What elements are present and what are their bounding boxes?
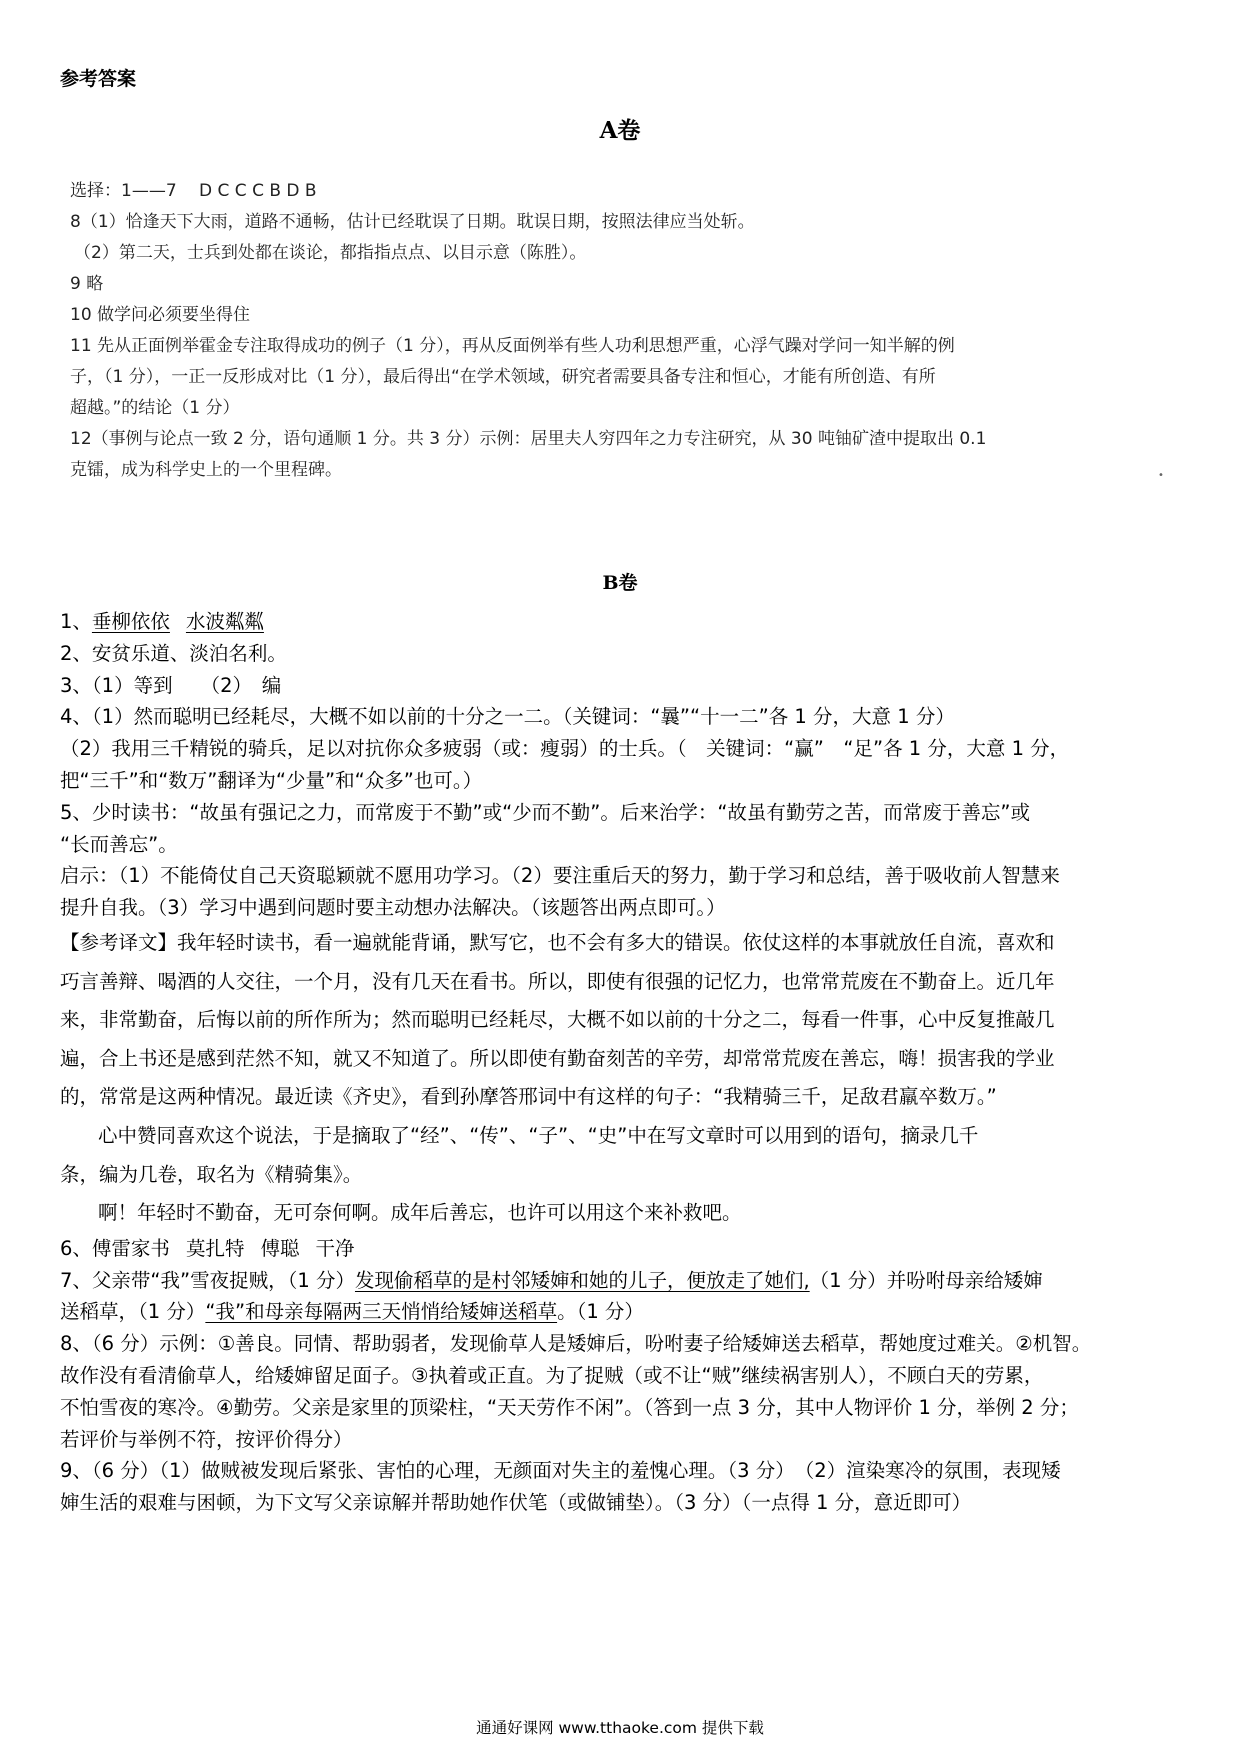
section-a-title: A卷 (599, 117, 641, 144)
section-a-line: 11 先从正面例举霍金专注取得成功的例子（1 分），再从反面例举有些人功利思想严重，心浮气躁对学问一知半解的例 (70, 336, 955, 356)
answer-5-insight-cont: 提升自我。（3）学习中遇到问题时要主动想办法解决。（该题答出两点即可。） (60, 896, 726, 920)
reference-translation (60, 924, 1185, 1233)
scan-mark: • (1158, 470, 1164, 481)
translation-line: 的，常常是这两种情况。最近读《齐史》，看到孙摩答邢词中有这样的句子：“我精骑三千，足敌君羸卒数万。” (60, 1085, 997, 1109)
answer-7 (60, 1265, 1185, 1297)
answer-1 (60, 606, 1185, 638)
section-a-line: 克镭，成为科学史上的一个里程碑。 (70, 460, 342, 480)
answer-8: 8、（6 分）示例：①善良。同情、帮助弱者，发现偷草人是矮婶后，吩咐妻子给矮婶送去稻草，帮她度过难关。②机智。 (60, 1332, 1092, 1356)
answer-7-part: （1 分）并吩咐母亲给矮婶 (809, 1268, 1043, 1292)
answer-4-2: （2）我用三千精锐的骑兵，足以对抗你众多疲弱（或：瘦弱）的士兵。（ 关键词：“赢” “足”各 1 分，大意 1 分， (60, 737, 1070, 761)
translation-line: 巧言善辩、喝酒的人交往，一个月，没有几天在看书。所以，即使有很强的记忆力，也常常荒废在不勤奋上。近几年 (60, 969, 1055, 993)
section-a-line: 8（1）恰逢天下大雨，道路不通畅，估计已经耽误了日期。耽误日期，按照法律应当处斩。 (70, 212, 755, 232)
section-a-line: 选择：1——7 D C C C B D B (70, 181, 317, 201)
page-heading: 参考答案 (60, 68, 137, 90)
answer-7-part: 送稻草，（1 分） (60, 1300, 206, 1324)
answer-7-underlined: “我”和母亲每隔两三天悄悄给矮婶送稻草 (205, 1300, 558, 1324)
answer-9-cont: 婶生活的艰难与困顿，为下文写父亲谅解并帮助她作伏笔（或做铺垫）。（3 分）（一点得 1 分，意近即可） (60, 1491, 972, 1515)
section-a-line: 9 略 (70, 274, 104, 294)
answer-9: 9、（6 分）（1）做贼被发现后紧张、害怕的心理，无颜面对失主的羞愧心理。（3 分） （2）渲染寒冷的氛围，表现矮 (60, 1459, 1061, 1483)
answer-5-cont: “长而善忘”。 (60, 832, 178, 856)
translation-line: 遍，合上书还是感到茫然不知，就又不知道了。所以即使有勤奋刻苦的辛劳，却常常荒废在善忘，嗨！损害我的学业 (60, 1046, 1055, 1070)
answer-6-item: 傅雷家书 (91, 1236, 170, 1260)
answer-7-part: 7、父亲带“我”雪夜捉贼，（1 分） (60, 1268, 355, 1292)
answer-5: 5、少时读书：“故虽有强记之力，而常废于不勤”或“少而不勤”。后来治学：“故虽有勤劳之苦，而常废于善忘”或 (60, 800, 1031, 824)
answer-4-2-cont: 把“三千”和“数万”翻译为“少量”和“众多”也可。） (60, 768, 483, 792)
section-a-answers (70, 176, 1150, 486)
section-a-line: 子，（1 分），一正一反形成对比（1 分），最后得出“在学术领域，研究者需要具备专注和恒心，才能有所创造、有所 (70, 367, 936, 387)
answer-6-num: 6、 (60, 1236, 92, 1260)
answer-3-a: 3、（1）等到 (60, 673, 173, 697)
translation-line: 条，编为几卷，取名为《精骑集》。 (60, 1162, 363, 1186)
answer-6-item: 傅聪 (260, 1236, 300, 1260)
answer-2: 2、安贫乐道、淡泊名利。 (60, 641, 287, 665)
answer-5-insight: 启示：（1）不能倚仗自己天资聪颖就不愿用功学习。（2）要注重后天的努力，勤于学习和总结，善于吸收前人智慧来 (60, 864, 1060, 888)
answer-8-cont: 故作没有看清偷草人，给矮婶留足面子。③执着或正直。为了捉贼（或不让“贼”继续祸害别人），不顾白天的劳累， (60, 1363, 1044, 1387)
answer-3-b: （2） 编 (200, 673, 282, 697)
answer-8-cont: 不怕雪夜的寒冷。④勤劳。父亲是家里的顶梁柱，“天天劳作不闲”。（答到一点 3 分，其中人物评价 1 分，举例 2 分； (60, 1395, 1079, 1419)
answer-6-item: 莫扎特 (185, 1236, 245, 1260)
translation-line: 来，非常勤奋，后悔以前的所作所为；然而聪明已经耗尽，大概不如以前的十分之二，每看一件事，心中反复推敲几 (60, 1008, 1055, 1032)
answer-1-num: 1、 (60, 610, 92, 633)
answer-7-cont (60, 1296, 1185, 1328)
answer-7-underlined: 发现偷稻草的是村邻矮婶和她的儿子，便放走了她们, (354, 1268, 810, 1292)
translation-line: 啊！年轻时不勤奋，无可奈何啊。成年后善忘，也许可以用这个来补救吧。 (98, 1201, 742, 1225)
answer-1-a: 垂柳依依 (91, 610, 170, 633)
section-a-line: 超越。”的结论（1 分） (70, 398, 240, 418)
answer-7-part: 。（1 分） (557, 1300, 644, 1324)
answer-8-cont: 若评价与举例不符，按评价得分） (60, 1427, 353, 1451)
translation-line: 心中赞同喜欢这个说法，于是摘取了“经”、“传”、“子”、“史”中在写文章时可以用到的语句，摘录几千 (98, 1123, 979, 1147)
answer-3 (60, 670, 1185, 702)
answer-1-b: 水波粼粼 (185, 610, 264, 633)
answer-6-item: 干净 (315, 1236, 355, 1260)
section-a-line: 12（事例与论点一致 2 分，语句通顺 1 分。共 3 分）示例：居里夫人穷四年之力专注研究，从 30 吨铀矿渣中提取出 0.1 (70, 429, 987, 449)
answer-4-1: 4、（1）然而聪明已经耗尽，大概不如以前的十分之一二。（关键词：“曩”“十一二”各 1 分，大意 1 分） (60, 705, 955, 729)
translation-line: 【参考译文】我年轻时读书，看一遍就能背诵，默写它，也不会有多大的错误。依仗这样的本事就放任自流，喜欢和 (60, 930, 1055, 954)
section-b-title: B卷 (602, 572, 638, 594)
answer-6 (60, 1233, 1185, 1265)
footer-credit: 通通好课网 www.tthaoke.com 提供下载 (476, 1719, 764, 1737)
section-a-line: 10 做学问必须要坐得住 (70, 305, 251, 325)
section-a-line: （2）第二天，士兵到处都在谈论，都指指点点、以目示意（陈胜）。 (74, 243, 587, 263)
section-b-answers (60, 606, 1185, 1519)
